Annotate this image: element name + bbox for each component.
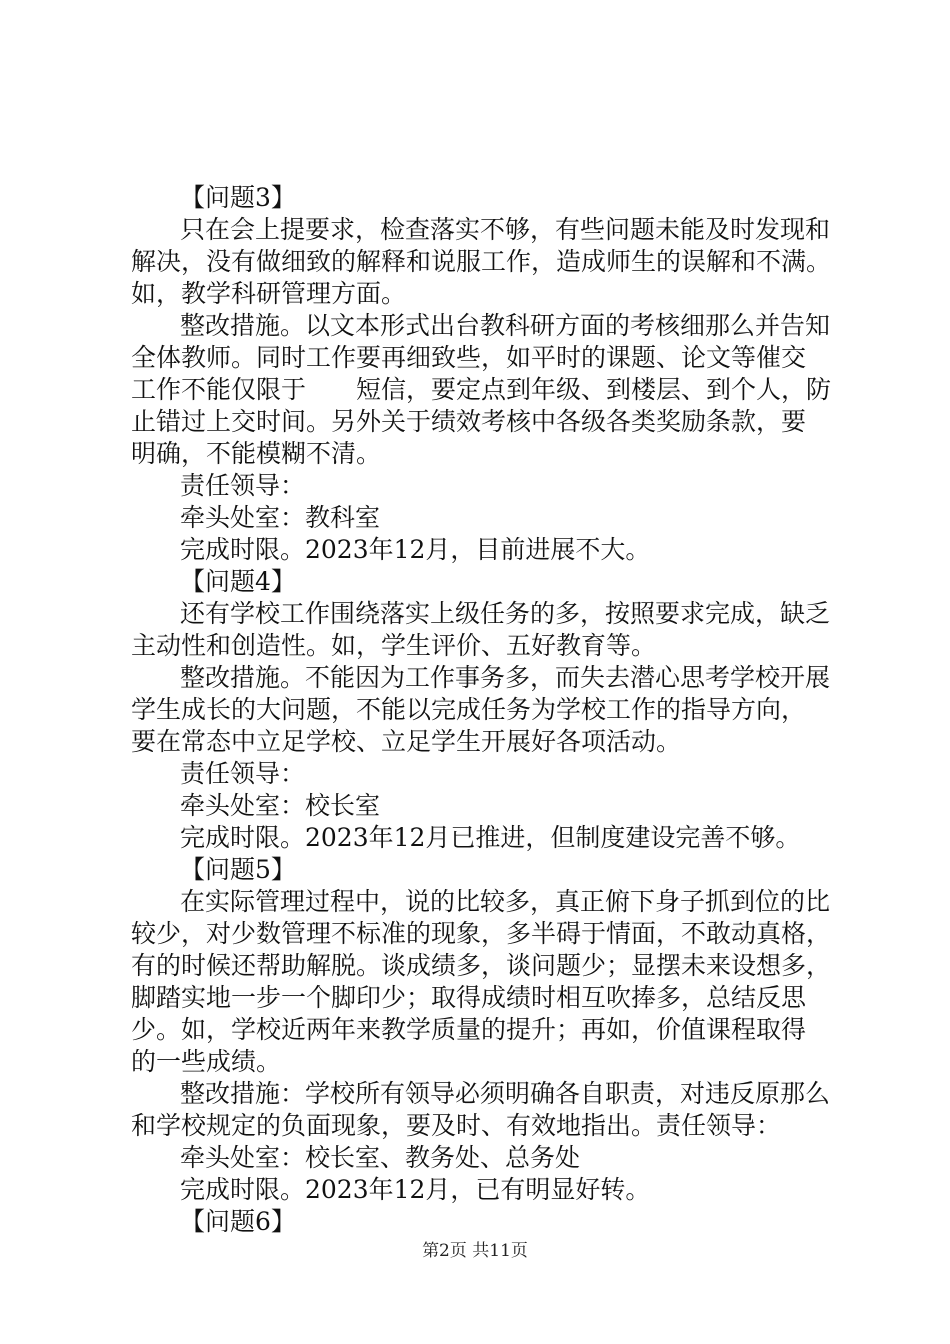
responsible-leader-line: 责任领导： <box>180 759 306 788</box>
paragraph-line: 全体教师。同时工作要再细致些，如平时的课题、论文等催交 <box>131 343 807 372</box>
heading-problem-5: 【问题5】 <box>180 855 296 884</box>
deadline-line: 完成时限。2023年12月，目前进展不大。 <box>180 535 651 564</box>
paragraph-line: 的一些成绩。 <box>131 1047 282 1076</box>
paragraph-line: 还有学校工作围绕落实上级任务的多，按照要求完成，缺乏 <box>180 599 831 628</box>
deadline-line: 完成时限。2023年12月已推进，但制度建设完善不够。 <box>180 823 801 852</box>
paragraph-line: 只在会上提要求，检查落实不够，有些问题未能及时发现和 <box>180 215 831 244</box>
responsible-leader-line: 责任领导： <box>180 471 306 500</box>
paragraph-line: 脚踏实地一步一个脚印少；取得成绩时相互吹捧多，总结反思 <box>131 983 807 1012</box>
paragraph-line: 较少，对少数管理不标准的现象，多半碍于情面，不敢动真格， <box>131 919 832 948</box>
deadline-line: 完成时限。2023年12月，已有明显好转。 <box>180 1175 651 1204</box>
lead-office-line: 牵头处室：教科室 <box>180 503 381 532</box>
paragraph-line: 学生成长的大问题，不能以完成任务为学校工作的指导方向， <box>131 695 807 724</box>
paragraph-line: 解决，没有做细致的解释和说服工作，造成师生的误解和不满。 <box>131 247 832 276</box>
paragraph-line: 要在常态中立足学校、立足学生开展好各项活动。 <box>131 727 682 756</box>
paragraph-line: 有的时候还帮助解脱。谈成绩多，谈问题少；显摆未来设想多， <box>131 951 832 980</box>
paragraph-line: 整改措施。以文本形式出台教科研方面的考核细那么并告知 <box>180 311 831 340</box>
paragraph-line: 明确，不能模糊不清。 <box>131 439 382 468</box>
paragraph-line: 整改措施：学校所有领导必须明确各自职责，对违反原那么 <box>180 1079 831 1108</box>
paragraph-line: 主动性和创造性。如，学生评价、五好教育等。 <box>131 631 657 660</box>
lead-office-line: 牵头处室：校长室、教务处、总务处 <box>180 1143 581 1172</box>
lead-office-line: 牵头处室：校长室 <box>180 791 381 820</box>
page-number-footer: 第2页 共11页 <box>422 1241 528 1261</box>
heading-problem-6: 【问题6】 <box>180 1207 296 1236</box>
heading-problem-3: 【问题3】 <box>180 183 296 212</box>
paragraph-line: 少。如，学校近两年来教学质量的提升；再如，价值课程取得 <box>131 1015 807 1044</box>
paragraph-line: 如，教学科研管理方面。 <box>131 279 407 308</box>
paragraph-line: 止错过上交时间。另外关于绩效考核中各级各类奖励条款，要 <box>131 407 807 436</box>
paragraph-line: 和学校规定的负面现象，要及时、有效地指出。责任领导： <box>131 1111 782 1140</box>
paragraph-line: 整改措施。不能因为工作事务多，而失去潜心思考学校开展 <box>180 663 831 692</box>
paragraph-line: 工作不能仅限于 短信，要定点到年级、到楼层、到个人，防 <box>131 375 832 404</box>
paragraph-line: 在实际管理过程中，说的比较多，真正俯下身子抓到位的比 <box>180 887 831 916</box>
heading-problem-4: 【问题4】 <box>180 567 296 596</box>
